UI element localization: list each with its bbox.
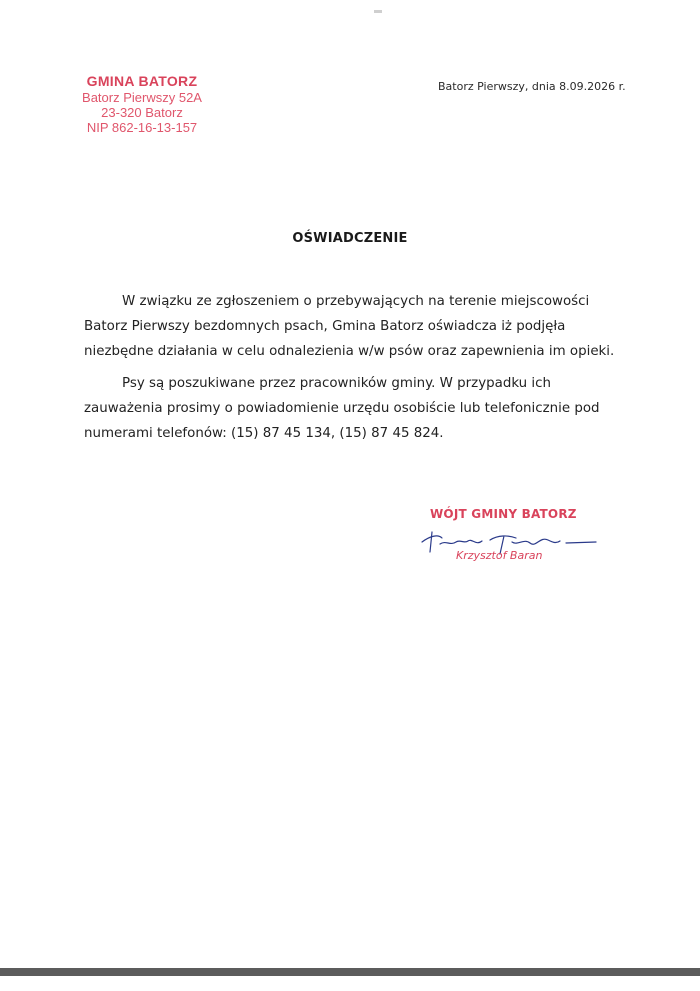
scan-bottom-edge: [0, 968, 700, 976]
paragraph-1: [84, 289, 644, 364]
paragraph-2-line-2: zauważenia prosimy o powiadomienie urzędu osobiście lub telefonicznie pod: [84, 401, 600, 416]
document-title: OŚWIADCZENIE: [292, 231, 408, 246]
signature-name-stamp: Krzysztof Baran: [456, 549, 543, 562]
paragraph-1-line-2: Batorz Pierwszy bezdomnych psach, Gmina Batorz oświadcza iż podjęła: [84, 319, 566, 334]
stamp-address-line-1: Batorz Pierwszy 52A: [82, 90, 202, 105]
scan-mark: [374, 10, 382, 13]
signature-title-stamp: WÓJT GMINY BATORZ: [430, 507, 577, 521]
stamp-nip: NIP 862-16-13-157: [86, 120, 198, 135]
signature-block: [420, 504, 620, 574]
paragraph-2: [84, 371, 644, 446]
paragraph-2-line-3: numerami telefonów: (15) 87 45 134, (15) 87 45 824.: [84, 426, 444, 441]
paragraph-1-line-3: niezbędne działania w celu odnalezienia w/w psów oraz zapewnienia im opieki.: [84, 344, 615, 359]
stamp-address-line-2: 23-320 Batorz: [101, 105, 183, 120]
stamp-name: GMINA BATORZ: [86, 73, 198, 89]
municipality-stamp: [62, 73, 222, 135]
paragraph-2-line-1: Psy są poszukiwane przez pracowników gminy. W przypadku ich: [122, 376, 551, 391]
paragraph-1-line-1: W związku ze zgłoszeniem o przebywających na terenie miejscowości: [122, 294, 590, 309]
place-and-date: Batorz Pierwszy, dnia 8.09.2026 r.: [438, 80, 626, 93]
